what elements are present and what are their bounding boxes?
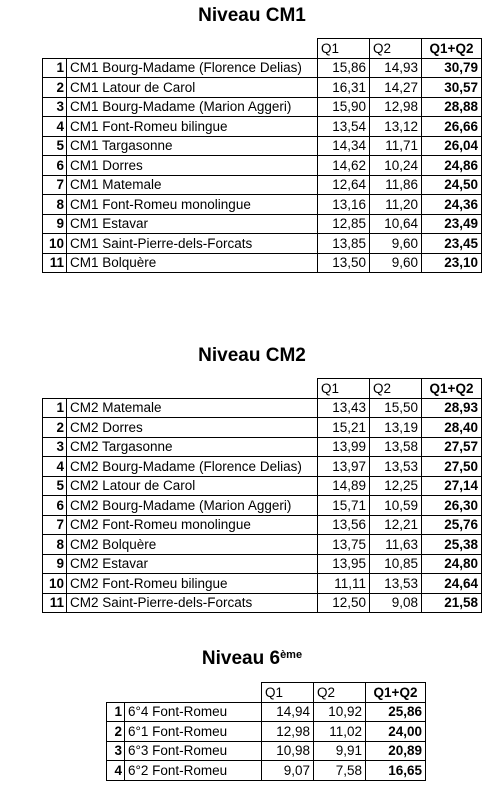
section-title-cm2 bbox=[0, 345, 504, 367]
rank-cell: 11 bbox=[43, 253, 67, 273]
class-name-cell: CM1 Font-Romeu bilingue bbox=[67, 117, 318, 137]
q2-score-cell: 10,85 bbox=[370, 554, 422, 574]
rank-cell: 3 bbox=[107, 741, 125, 761]
rank-cell: 10 bbox=[43, 234, 67, 254]
class-name-cell: CM2 Latour de Carol bbox=[67, 476, 318, 496]
total-score-cell: 30,57 bbox=[422, 78, 482, 98]
table-row bbox=[43, 234, 482, 254]
q2-score-cell: 9,60 bbox=[370, 253, 422, 273]
class-name-cell: 6°1 Font-Romeu bbox=[125, 722, 262, 742]
table-row bbox=[43, 593, 482, 613]
class-name-cell: CM1 Bourg-Madame (Marion Aggeri) bbox=[67, 97, 318, 117]
total-score-cell: 24,86 bbox=[422, 156, 482, 176]
table-row bbox=[43, 554, 482, 574]
q2-score-cell: 12,98 bbox=[370, 97, 422, 117]
q2-score-cell: 13,53 bbox=[370, 574, 422, 594]
q1-score-cell: 15,71 bbox=[318, 496, 370, 516]
rank-cell: 7 bbox=[43, 175, 67, 195]
rank-cell: 9 bbox=[43, 214, 67, 234]
q1-score-cell: 15,86 bbox=[318, 58, 370, 78]
class-name-cell: CM1 Bourg-Madame (Florence Delias) bbox=[67, 58, 318, 78]
total-score-cell: 25,38 bbox=[422, 535, 482, 555]
class-name-cell: CM1 Latour de Carol bbox=[67, 78, 318, 98]
rank-cell: 2 bbox=[43, 78, 67, 98]
total-score-cell: 27,57 bbox=[422, 437, 482, 457]
class-name-cell: CM2 Font-Romeu bilingue bbox=[67, 574, 318, 594]
table-row bbox=[43, 58, 482, 78]
total-score-cell: 24,00 bbox=[366, 722, 426, 742]
class-name-cell: CM1 Estavar bbox=[67, 214, 318, 234]
q2-score-cell: 9,60 bbox=[370, 234, 422, 254]
section-title-text: Niveau CM2 bbox=[198, 345, 306, 366]
q1-score-cell: 12,98 bbox=[262, 722, 314, 742]
q1-score-cell: 13,16 bbox=[318, 195, 370, 215]
section-title-6eme bbox=[0, 648, 504, 670]
q2-score-cell: 13,53 bbox=[370, 457, 422, 477]
class-name-cell: CM2 Estavar bbox=[67, 554, 318, 574]
rank-cell: 10 bbox=[43, 574, 67, 594]
q1-score-cell: 13,50 bbox=[318, 253, 370, 273]
q1-score-cell: 9,07 bbox=[262, 761, 314, 781]
table-row bbox=[43, 136, 482, 156]
q2-score-cell: 12,25 bbox=[370, 476, 422, 496]
rank-cell: 6 bbox=[43, 496, 67, 516]
header-blank bbox=[67, 379, 318, 399]
q2-score-cell: 7,58 bbox=[314, 761, 366, 781]
table-row bbox=[43, 457, 482, 477]
section-title-text: Niveau CM1 bbox=[198, 5, 306, 26]
table-row bbox=[107, 722, 426, 742]
q2-score-cell: 13,19 bbox=[370, 418, 422, 438]
table-header-row bbox=[43, 379, 482, 399]
q2-score-cell: 13,58 bbox=[370, 437, 422, 457]
total-score-cell: 23,49 bbox=[422, 214, 482, 234]
class-name-cell: CM2 Saint-Pierre-dels-Forcats bbox=[67, 593, 318, 613]
class-name-cell: CM1 Dorres bbox=[67, 156, 318, 176]
results-table-cm2 bbox=[42, 378, 482, 613]
class-name-cell: 6°3 Font-Romeu bbox=[125, 741, 262, 761]
section-title-cm1 bbox=[0, 5, 504, 27]
q1-score-cell: 13,54 bbox=[318, 117, 370, 137]
total-score-cell: 26,30 bbox=[422, 496, 482, 516]
total-score-cell: 28,88 bbox=[422, 97, 482, 117]
q1-score-cell: 13,75 bbox=[318, 535, 370, 555]
section-title-text: Niveau 6 bbox=[201, 648, 281, 669]
q2-score-cell: 14,27 bbox=[370, 78, 422, 98]
total-score-cell: 21,58 bbox=[422, 593, 482, 613]
class-name-cell: CM1 Saint-Pierre-dels-Forcats bbox=[67, 234, 318, 254]
total-score-cell: 23,45 bbox=[422, 234, 482, 254]
q2-score-cell: 11,86 bbox=[370, 175, 422, 195]
q1-score-cell: 13,97 bbox=[318, 457, 370, 477]
q2-score-cell: 9,91 bbox=[314, 741, 366, 761]
total-score-cell: 28,93 bbox=[422, 398, 482, 418]
table-header-row bbox=[107, 683, 426, 703]
class-name-cell: CM2 Dorres bbox=[67, 418, 318, 438]
header-blank bbox=[43, 39, 67, 59]
rank-cell: 8 bbox=[43, 195, 67, 215]
total-score-cell: 20,89 bbox=[366, 741, 426, 761]
q1-score-cell: 15,90 bbox=[318, 97, 370, 117]
table-row bbox=[43, 175, 482, 195]
class-name-cell: 6°4 Font-Romeu bbox=[125, 702, 262, 722]
q2-score-cell: 10,59 bbox=[370, 496, 422, 516]
header-q1: Q1 bbox=[318, 379, 370, 399]
header-total: Q1+Q2 bbox=[422, 379, 482, 399]
q1-score-cell: 13,95 bbox=[318, 554, 370, 574]
header-blank bbox=[67, 39, 318, 59]
q1-score-cell: 12,85 bbox=[318, 214, 370, 234]
table-header-row bbox=[43, 39, 482, 59]
header-blank bbox=[125, 683, 262, 703]
total-score-cell: 30,79 bbox=[422, 58, 482, 78]
rank-cell: 7 bbox=[43, 515, 67, 535]
q2-score-cell: 14,93 bbox=[370, 58, 422, 78]
rank-cell: 6 bbox=[43, 156, 67, 176]
table-row bbox=[43, 195, 482, 215]
results-table-6eme bbox=[106, 682, 426, 781]
rank-cell: 4 bbox=[43, 457, 67, 477]
total-score-cell: 26,04 bbox=[422, 136, 482, 156]
rank-cell: 5 bbox=[43, 476, 67, 496]
q1-score-cell: 12,50 bbox=[318, 593, 370, 613]
rank-cell: 4 bbox=[43, 117, 67, 137]
table-row bbox=[43, 156, 482, 176]
q2-score-cell: 9,08 bbox=[370, 593, 422, 613]
class-name-cell: CM2 Bourg-Madame (Florence Delias) bbox=[67, 457, 318, 477]
header-q1: Q1 bbox=[318, 39, 370, 59]
total-score-cell: 23,10 bbox=[422, 253, 482, 273]
q1-score-cell: 13,85 bbox=[318, 234, 370, 254]
table-row bbox=[43, 496, 482, 516]
q1-score-cell: 14,62 bbox=[318, 156, 370, 176]
header-q2: Q2 bbox=[370, 379, 422, 399]
q1-score-cell: 12,64 bbox=[318, 175, 370, 195]
total-score-cell: 26,66 bbox=[422, 117, 482, 137]
rank-cell: 9 bbox=[43, 554, 67, 574]
table-row bbox=[107, 741, 426, 761]
total-score-cell: 16,65 bbox=[366, 761, 426, 781]
total-score-cell: 25,86 bbox=[366, 702, 426, 722]
table-row bbox=[43, 535, 482, 555]
table-row bbox=[43, 117, 482, 137]
table-row bbox=[43, 418, 482, 438]
total-score-cell: 24,50 bbox=[422, 175, 482, 195]
table-row bbox=[43, 398, 482, 418]
class-name-cell: CM2 Targasonne bbox=[67, 437, 318, 457]
total-score-cell: 25,76 bbox=[422, 515, 482, 535]
total-score-cell: 24,64 bbox=[422, 574, 482, 594]
q1-score-cell: 10,98 bbox=[262, 741, 314, 761]
class-name-cell: CM1 Matemale bbox=[67, 175, 318, 195]
rank-cell: 11 bbox=[43, 593, 67, 613]
header-total: Q1+Q2 bbox=[422, 39, 482, 59]
rank-cell: 4 bbox=[107, 761, 125, 781]
class-name-cell: CM2 Matemale bbox=[67, 398, 318, 418]
q2-score-cell: 10,24 bbox=[370, 156, 422, 176]
q1-score-cell: 14,89 bbox=[318, 476, 370, 496]
rank-cell: 5 bbox=[43, 136, 67, 156]
q2-score-cell: 15,50 bbox=[370, 398, 422, 418]
class-name-cell: CM2 Bourg-Madame (Marion Aggeri) bbox=[67, 496, 318, 516]
header-q2: Q2 bbox=[314, 683, 366, 703]
header-blank bbox=[107, 683, 125, 703]
table-row bbox=[107, 702, 426, 722]
q1-score-cell: 14,94 bbox=[262, 702, 314, 722]
header-total: Q1+Q2 bbox=[366, 683, 426, 703]
class-name-cell: CM1 Bolquère bbox=[67, 253, 318, 273]
table-row bbox=[43, 574, 482, 594]
table-row bbox=[43, 214, 482, 234]
rank-cell: 8 bbox=[43, 535, 67, 555]
total-score-cell: 27,14 bbox=[422, 476, 482, 496]
q1-score-cell: 14,34 bbox=[318, 136, 370, 156]
q2-score-cell: 11,63 bbox=[370, 535, 422, 555]
rank-cell: 3 bbox=[43, 97, 67, 117]
class-name-cell: CM1 Font-Romeu monolingue bbox=[67, 195, 318, 215]
q1-score-cell: 13,43 bbox=[318, 398, 370, 418]
class-name-cell: CM1 Targasonne bbox=[67, 136, 318, 156]
rank-cell: 2 bbox=[43, 418, 67, 438]
table-row bbox=[43, 253, 482, 273]
table-row bbox=[43, 476, 482, 496]
table-row bbox=[107, 761, 426, 781]
q1-score-cell: 13,99 bbox=[318, 437, 370, 457]
rank-cell: 3 bbox=[43, 437, 67, 457]
header-blank bbox=[43, 379, 67, 399]
q1-score-cell: 15,21 bbox=[318, 418, 370, 438]
q2-score-cell: 11,20 bbox=[370, 195, 422, 215]
table-row bbox=[43, 97, 482, 117]
q2-score-cell: 12,21 bbox=[370, 515, 422, 535]
total-score-cell: 28,40 bbox=[422, 418, 482, 438]
table-row bbox=[43, 515, 482, 535]
table-row bbox=[43, 78, 482, 98]
rank-cell: 1 bbox=[107, 702, 125, 722]
header-q1: Q1 bbox=[262, 683, 314, 703]
q2-score-cell: 13,12 bbox=[370, 117, 422, 137]
q1-score-cell: 16,31 bbox=[318, 78, 370, 98]
total-score-cell: 24,80 bbox=[422, 554, 482, 574]
rank-cell: 2 bbox=[107, 722, 125, 742]
section-title-sup: ème bbox=[280, 649, 303, 661]
q2-score-cell: 11,02 bbox=[314, 722, 366, 742]
total-score-cell: 24,36 bbox=[422, 195, 482, 215]
class-name-cell: CM2 Bolquère bbox=[67, 535, 318, 555]
q1-score-cell: 13,56 bbox=[318, 515, 370, 535]
class-name-cell: CM2 Font-Romeu monolingue bbox=[67, 515, 318, 535]
rank-cell: 1 bbox=[43, 398, 67, 418]
q2-score-cell: 11,71 bbox=[370, 136, 422, 156]
class-name-cell: 6°2 Font-Romeu bbox=[125, 761, 262, 781]
total-score-cell: 27,50 bbox=[422, 457, 482, 477]
rank-cell: 1 bbox=[43, 58, 67, 78]
header-q2: Q2 bbox=[370, 39, 422, 59]
q2-score-cell: 10,92 bbox=[314, 702, 366, 722]
q1-score-cell: 11,11 bbox=[318, 574, 370, 594]
q2-score-cell: 10,64 bbox=[370, 214, 422, 234]
results-table-cm1 bbox=[42, 38, 482, 273]
table-row bbox=[43, 437, 482, 457]
